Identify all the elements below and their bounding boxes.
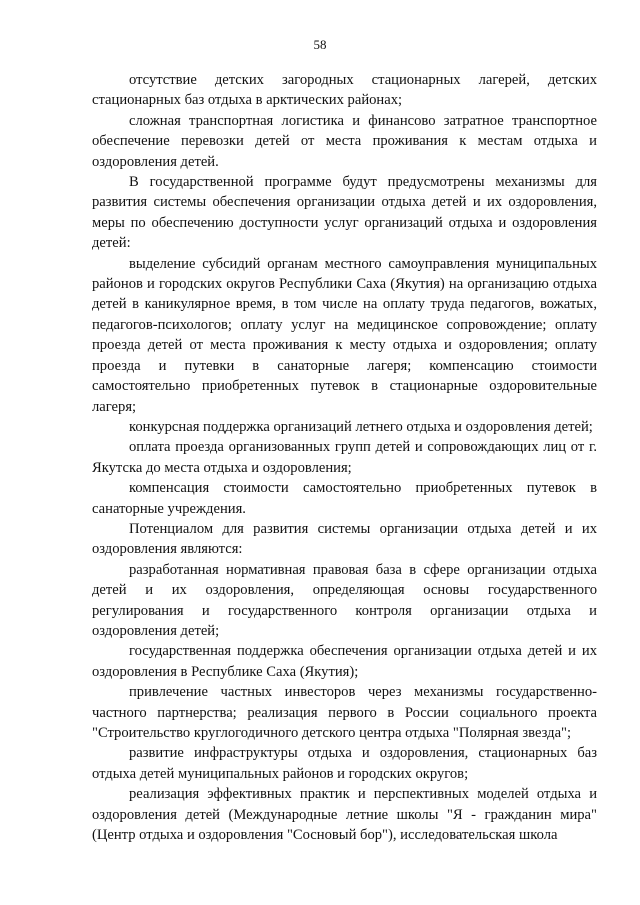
paragraph: конкурсная поддержка организаций летнего отдыха и оздоровления детей;	[129, 418, 593, 435]
paragraph: развитие инфраструктуры отдыха и оздоровления, стационарных баз отдыха детей муниципальных районов и городских округов;	[92, 745, 597, 782]
paragraph: реализация эффективных практик и перспективных моделей отдыха и оздоровления детей (Международные летние школы "Я - гражданин мира" (Центр отдыха и оздоровления "Сосновый бор"), исследовательская школа	[92, 786, 597, 844]
paragraph: сложная транспортная логистика и финансово затратное транспортное обеспечение перевозки детей от места проживания к местам отдыха и оздоровления детей.	[92, 112, 597, 170]
paragraph: разработанная нормативная правовая база в сфере организации отдыха детей и их оздоровления, определяющая основы государственного регулирования и государственного контроля организации отдыха и оздоровления детей;	[92, 561, 597, 639]
paragraph: государственная поддержка обеспечения организации отдыха детей и их оздоровления в Республике Саха (Якутия);	[92, 643, 597, 680]
paragraph: оплата проезда организованных групп детей и сопровождающих лиц от г. Якутска до места отдыха и оздоровления;	[92, 439, 597, 476]
paragraph: компенсация стоимости самостоятельно приобретенных путевок в санаторные учреждения.	[92, 480, 597, 517]
paragraph: В государственной программе будут предусмотрены механизмы для развития системы обеспечения организации отдыха детей и их оздоровления, меры по обеспечению доступности услуг организаций отдыха и оздоровления детей:	[92, 174, 597, 252]
page-number: 58	[313, 37, 327, 52]
paragraph: привлечение частных инвесторов через механизмы государственно-частного партнерства; реализация первого в России социального проекта "Строительство круглогодичного детского центра отдыха "Полярная звезда";	[92, 684, 597, 741]
paragraph: отсутствие детских загородных стационарных лагерей, детских стационарных баз отдыха в арктических районах;	[92, 72, 597, 109]
page-body	[92, 70, 597, 845]
paragraph: выделение субсидий органам местного самоуправления муниципальных районов и городских округов Республики Саха (Якутия) на организацию отдыха детей в каникулярное время, в том числе на оплату труда педагогов, вожатых, педагогов-психологов; оплату услуг на медицинское сопровождение; оплату проезда детей от места проживания к месту отдыха и оздоровления; оплату проезда и путевки в санаторные лагеря; компенсацию стоимости самостоятельно приобретенных путевок в стационарные оздоровительные лагеря;	[92, 255, 597, 415]
paragraph: Потенциалом для развития системы организации отдыха детей и их оздоровления являются:	[92, 520, 597, 558]
